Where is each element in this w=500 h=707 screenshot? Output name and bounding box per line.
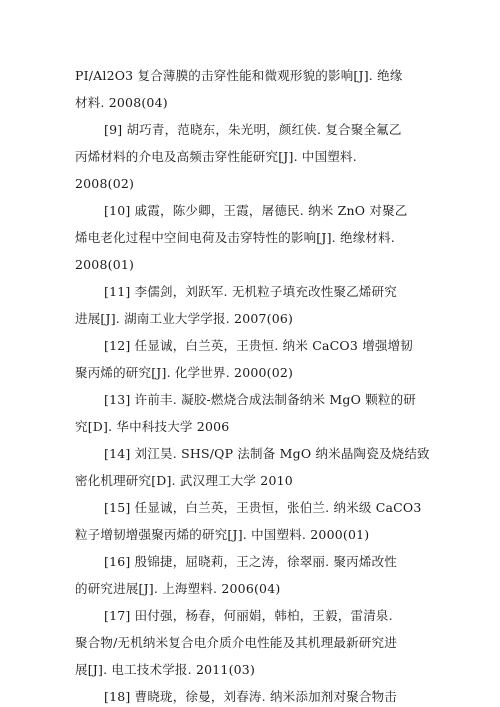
reference-line: 材料. 2008(04) <box>75 95 168 110</box>
reference-line: PI/Al2O3 复合薄膜的击穿性能和微观形貌的影响[J]. 绝缘 <box>75 68 403 83</box>
reference-line: 2008(01) <box>75 257 135 272</box>
reference-line: [15] 任显诚，白兰英，王贵恒，张伯兰. 纳米级 CaCO3 <box>104 500 422 515</box>
reference-line: 烯电老化过程中空间电荷及击穿特性的影响[J]. 绝缘材料. <box>75 230 395 245</box>
reference-line: [9] 胡巧青，范晓东，朱光明，颜红侠. 复合聚全氟乙 <box>104 122 402 137</box>
reference-line: [12] 任显诚，白兰英，王贵恒. 纳米 CaCO3 增强增韧 <box>104 338 414 353</box>
reference-line: [16] 殷锦捷，屈晓莉，王之涛，徐翠丽. 聚丙烯改性 <box>104 554 397 569</box>
reference-line: [10] 戚霞，陈少卿，王霞，屠德民. 纳米 ZnO 对聚乙 <box>104 203 408 218</box>
reference-line: [17] 田付强，杨春，何丽娟，韩柏，王毅，雷清泉. <box>104 608 393 623</box>
reference-line: 聚合物/无机纳米复合电介质介电性能及其机理最新研究进 <box>75 635 397 650</box>
reference-line: 聚丙烯的研究[J]. 化学世界. 2000(02) <box>75 365 294 380</box>
reference-line: 进展[J]. 湖南工业大学学报. 2007(06) <box>75 311 294 326</box>
reference-line: 2008(02) <box>75 176 135 191</box>
reference-line: 究[D]. 华中科技大学 2006 <box>75 419 230 434</box>
reference-line: [13] 许前丰. 凝胶-燃烧合成法制备纳米 MgO 颗粒的研 <box>104 392 416 407</box>
reference-line: 的研究进展[J]. 上海塑料. 2006(04) <box>75 581 281 596</box>
reference-line: 粒子增韧增强聚丙烯的研究[J]. 中国塑料. 2000(01) <box>75 527 370 542</box>
reference-line: [11] 李儒剑，刘跃军. 无机粒子填充改性聚乙烯研究 <box>104 284 397 299</box>
reference-line: 展[J]. 电工技术学报. 2011(03) <box>75 662 256 677</box>
reference-line: [14] 刘江昊. SHS/QP 法制备 MgO 纳米晶陶瓷及烧结致 <box>104 446 430 461</box>
reference-line: 密化机理研究[D]. 武汉理工大学 2010 <box>75 473 293 488</box>
reference-line: [18] 曹晓珑，徐曼，刘春涛. 纳米添加剂对聚合物击 <box>104 689 397 704</box>
reference-line: 丙烯材料的介电及高频击穿性能研究[J]. 中国塑料. <box>75 149 357 164</box>
